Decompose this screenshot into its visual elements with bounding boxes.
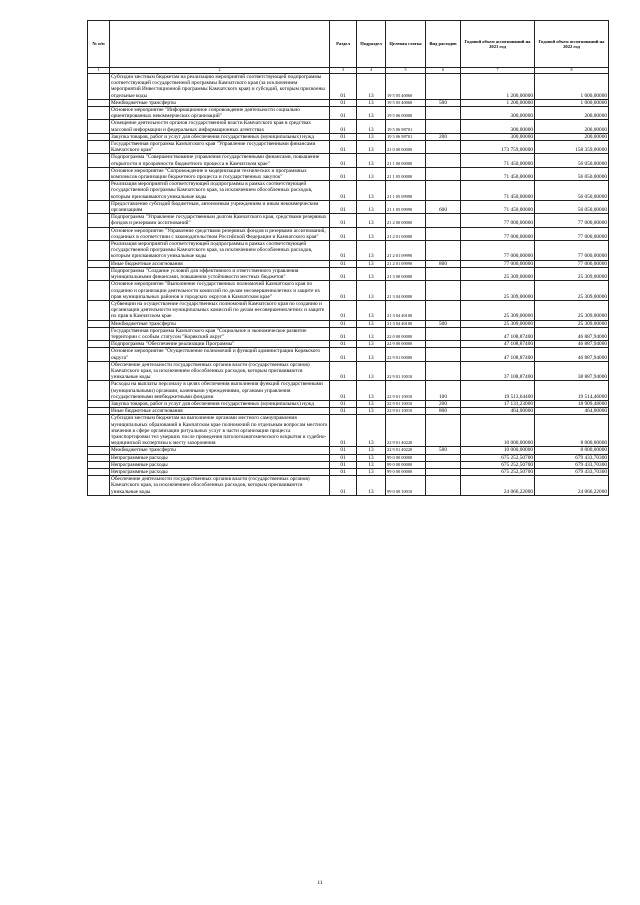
row-2021-cell: 300,00000: [461, 107, 535, 120]
row-expense-type-cell: [426, 181, 461, 201]
row-name-cell: Подпрограмма "Совершенствование управления государственными финансами, повышение открытости и прозрачности бюджетного процесса в Камчатском крае": [110, 154, 330, 167]
row-target-article-cell: 22 9 01 10010: [386, 381, 426, 401]
row-podrazdel-cell: 13: [357, 361, 386, 381]
row-number-cell: [88, 320, 110, 327]
row-razdel-cell: 01: [330, 454, 357, 461]
row-razdel-cell: 01: [330, 133, 357, 140]
row-2022-cell: 1 000,00000: [535, 74, 609, 100]
row-number-cell: [88, 214, 110, 227]
row-podrazdel-cell: 13: [357, 461, 386, 468]
row-2022-cell: 56 050,00000: [535, 181, 609, 201]
row-2022-cell: 25 309,00000: [535, 281, 609, 301]
row-expense-type-cell: [426, 348, 461, 361]
table-row: [88, 167, 609, 180]
row-2022-cell: 24 066,22000: [535, 476, 609, 496]
row-expense-type-cell: 500: [426, 99, 461, 106]
row-razdel-cell: 01: [330, 461, 357, 468]
row-expense-type-cell: [426, 454, 461, 461]
row-name-cell: Подпрограмма "Обеспечение реализации Программы": [110, 341, 330, 348]
row-expense-type-cell: 100: [426, 381, 461, 401]
row-2022-cell: 77 000,00000: [535, 260, 609, 267]
table-row: [88, 361, 609, 381]
table-row: [88, 214, 609, 227]
row-target-article-cell: 19 5 05 40060: [386, 74, 426, 100]
row-podrazdel-cell: 13: [357, 476, 386, 496]
row-podrazdel-cell: 13: [357, 141, 386, 154]
row-target-article-cell: 21 3 04 00000: [386, 281, 426, 301]
row-podrazdel-cell: 13: [357, 348, 386, 361]
row-name-cell: Основное мероприятие "Управление средствами резервных фондов и резервами ассигнований, созданных в соответствии с законодательством Российской Федерации и Камчатского края": [110, 227, 330, 240]
row-podrazdel-cell: 13: [357, 267, 386, 280]
row-number-cell: [88, 381, 110, 401]
row-target-article-cell: 21 1 05 09990: [386, 181, 426, 201]
row-podrazdel-cell: 13: [357, 227, 386, 240]
col-number: 4: [357, 68, 386, 74]
row-2022-cell: 679 433,70300: [535, 461, 609, 468]
header-name: [110, 21, 330, 68]
row-number-cell: [88, 267, 110, 280]
row-expense-type-cell: [426, 415, 461, 447]
row-target-article-cell: 99 0 00 00000: [386, 468, 426, 475]
row-number-cell: [88, 454, 110, 461]
row-razdel-cell: 01: [330, 99, 357, 106]
table-row: [88, 260, 609, 267]
col-number: 7: [461, 68, 535, 74]
row-name-cell: Непрограммные расходы: [110, 468, 330, 475]
row-podrazdel-cell: 13: [357, 260, 386, 267]
row-razdel-cell: 01: [330, 74, 357, 100]
row-name-cell: Межбюджетные трансферты: [110, 320, 330, 327]
row-2021-cell: 37 108,87400: [461, 361, 535, 381]
table-row: [88, 120, 609, 133]
row-number-cell: [88, 200, 110, 213]
row-razdel-cell: 01: [330, 200, 357, 213]
row-razdel-cell: 01: [330, 361, 357, 381]
row-number-cell: [88, 468, 110, 475]
row-expense-type-cell: [426, 74, 461, 100]
row-razdel-cell: 01: [330, 241, 357, 261]
row-name-cell: Предоставление субсидий бюджетным, автономным учреждениям и иным некоммерческим организациям: [110, 200, 330, 213]
row-target-article-cell: 21 2 01 09990: [386, 260, 426, 267]
row-expense-type-cell: 800: [426, 260, 461, 267]
row-razdel-cell: 01: [330, 320, 357, 327]
row-2022-cell: 464,00000: [535, 408, 609, 415]
row-number-cell: [88, 415, 110, 447]
row-expense-type-cell: [426, 227, 461, 240]
row-2021-cell: 19 513,64400: [461, 381, 535, 401]
table-row: [88, 476, 609, 496]
row-name-cell: Основное мероприятие "Выполнение государственных полномочий Камчатского края по созданию и организации деятельности комиссий по делам несовершеннолетних и защите их прав муниципальных районов и городских округов в Камчатском крае": [110, 281, 330, 301]
row-2022-cell: 56 050,00000: [535, 200, 609, 213]
table-row: [88, 461, 609, 468]
row-number-cell: [88, 300, 110, 320]
table-row: [88, 468, 609, 475]
row-target-article-cell: 99 0 00 00000: [386, 461, 426, 468]
row-expense-type-cell: 500: [426, 320, 461, 327]
row-2022-cell: 77 000,00000: [535, 227, 609, 240]
row-name-cell: Непрограммные расходы: [110, 454, 330, 461]
row-target-article-cell: 21 0 00 00000: [386, 141, 426, 154]
row-number-cell: [88, 99, 110, 106]
row-target-article-cell: 19 5 06 98701: [386, 133, 426, 140]
row-2022-cell: 77 000,00000: [535, 241, 609, 261]
row-razdel-cell: 01: [330, 120, 357, 133]
row-number-cell: [88, 461, 110, 468]
row-expense-type-cell: 200: [426, 133, 461, 140]
col-number: 2: [110, 68, 330, 74]
table-row: [88, 300, 609, 320]
table-row: [88, 154, 609, 167]
row-podrazdel-cell: 13: [357, 381, 386, 401]
row-2021-cell: 77 000,00000: [461, 227, 535, 240]
row-razdel-cell: 01: [330, 447, 357, 454]
row-name-cell: Непрограммные расходы: [110, 461, 330, 468]
table-row: [88, 267, 609, 280]
table-row: [88, 447, 609, 454]
row-number-cell: [88, 107, 110, 120]
row-number-cell: [88, 341, 110, 348]
row-2021-cell: 77 000,00000: [461, 214, 535, 227]
row-razdel-cell: 01: [330, 327, 357, 340]
table-row: [88, 327, 609, 340]
row-expense-type-cell: [426, 300, 461, 320]
row-2021-cell: 77 000,00000: [461, 241, 535, 261]
table-row: [88, 281, 609, 301]
row-2021-cell: 25 309,00000: [461, 320, 535, 327]
table-row: [88, 133, 609, 140]
row-target-article-cell: 21 3 04 40100: [386, 300, 426, 320]
row-target-article-cell: 21 2 01 09990: [386, 241, 426, 261]
row-2022-cell: 18 909,48000: [535, 400, 609, 407]
row-razdel-cell: 01: [330, 400, 357, 407]
row-target-article-cell: 19 5 06 98701: [386, 120, 426, 133]
row-podrazdel-cell: 13: [357, 214, 386, 227]
table-row: [88, 107, 609, 120]
row-2021-cell: 71 450,00000: [461, 154, 535, 167]
row-2022-cell: 46 887,94000: [535, 348, 609, 361]
row-name-cell: Основное мероприятие "Информационное сопровождение деятельности социально ориентированных некоммерческих организаций": [110, 107, 330, 120]
row-2021-cell: 1 200,00000: [461, 74, 535, 100]
row-2021-cell: 24 066,22000: [461, 476, 535, 496]
row-2021-cell: 71 450,00000: [461, 181, 535, 201]
table-row: [88, 454, 609, 461]
row-2021-cell: 25 309,00000: [461, 267, 535, 280]
table-row: [88, 348, 609, 361]
row-name-cell: Обеспечение деятельности государственных органов власти (государственных органов) Камчатского края, за исключением обособленных расходов, которым присваиваются уникальные коды: [110, 361, 330, 381]
row-name-cell: Подпрограмма "Создание условий для эффективного и ответственного управления муниципальными финансами, повышения устойчивости местных бюджетов": [110, 267, 330, 280]
row-expense-type-cell: 600: [426, 200, 461, 213]
row-2022-cell: 25 309,00000: [535, 267, 609, 280]
header-year-2022: Годовой объем ассигнований на 2022 год: [535, 21, 609, 68]
row-name-cell: Реализация мероприятий соответствующей подпрограммы в рамках соответствующей государственной программы Камчатского края, за исключением обособленных расходов, которым присваиваются уникальные коды: [110, 241, 330, 261]
row-razdel-cell: 01: [330, 348, 357, 361]
row-expense-type-cell: [426, 281, 461, 301]
row-target-article-cell: 99 0 00 00000: [386, 454, 426, 461]
row-2021-cell: 10 000,00000: [461, 447, 535, 454]
row-number-cell: [88, 447, 110, 454]
row-2022-cell: 1 000,00000: [535, 99, 609, 106]
row-name-cell: Закупка товаров, работ и услуг для обеспечения государственных (муниципальных) нужд: [110, 133, 330, 140]
row-2022-cell: 19 514,46000: [535, 381, 609, 401]
row-name-cell: Иные бюджетные ассигнования: [110, 260, 330, 267]
row-target-article-cell: 21 3 00 00000: [386, 267, 426, 280]
row-2022-cell: 56 050,00000: [535, 154, 609, 167]
row-podrazdel-cell: 13: [357, 468, 386, 475]
row-2021-cell: 173 759,00000: [461, 141, 535, 154]
table-row: [88, 400, 609, 407]
row-razdel-cell: 01: [330, 415, 357, 447]
row-podrazdel-cell: 13: [357, 341, 386, 348]
row-target-article-cell: 21 3 04 40100: [386, 320, 426, 327]
header-expense-type: Вид расходов: [426, 21, 461, 68]
col-number: 3: [330, 68, 357, 74]
table-row: [88, 341, 609, 348]
row-2022-cell: 158 359,00000: [535, 141, 609, 154]
row-2021-cell: 17 131,23000: [461, 400, 535, 407]
row-target-article-cell: 21 2 00 00000: [386, 214, 426, 227]
row-razdel-cell: 01: [330, 281, 357, 301]
row-2022-cell: 38 887,94000: [535, 361, 609, 381]
row-target-article-cell: 19 5 06 00000: [386, 107, 426, 120]
header-year-2021: Годовой объем ассигнований на 2021 год: [461, 21, 535, 68]
row-2022-cell: 56 050,00000: [535, 167, 609, 180]
row-name-cell: Подпрограмма "Управление государственным долгом Камчатского края, средствами резервных фондов и резервами ассигнований": [110, 214, 330, 227]
row-2021-cell: 47 108,87400: [461, 341, 535, 348]
row-2022-cell: 200,00000: [535, 107, 609, 120]
row-target-article-cell: 22 9 01 10010: [386, 408, 426, 415]
row-podrazdel-cell: 13: [357, 133, 386, 140]
row-target-article-cell: 21 1 00 00000: [386, 154, 426, 167]
row-razdel-cell: 01: [330, 468, 357, 475]
row-name-cell: Межбюджетные трансферты: [110, 99, 330, 106]
row-razdel-cell: 01: [330, 214, 357, 227]
row-name-cell: Субсидии местным бюджетам на реализацию мероприятий соответствующей подпрограммы соответствующей государственной программы Камчатского края (за исключением мероприятий Инвестиционной программы Камчатского края) и субсидий, которым присвоены отдельные коды: [110, 74, 330, 100]
row-podrazdel-cell: 13: [357, 181, 386, 201]
row-2022-cell: 679 433,70300: [535, 454, 609, 461]
header-podrazdel: Подраздел: [357, 21, 386, 68]
row-2022-cell: 8 000,00000: [535, 415, 609, 447]
row-2021-cell: 675 252,50700: [461, 468, 535, 475]
row-expense-type-cell: [426, 107, 461, 120]
row-razdel-cell: 01: [330, 181, 357, 201]
row-target-article-cell: 22 9 01 40220: [386, 415, 426, 447]
row-expense-type-cell: [426, 327, 461, 340]
row-2021-cell: 47 108,87400: [461, 327, 535, 340]
row-number-cell: [88, 227, 110, 240]
row-2022-cell: 200,00000: [535, 133, 609, 140]
row-expense-type-cell: [426, 341, 461, 348]
col-number: 5: [386, 68, 426, 74]
header-razdel: Раздел: [330, 21, 357, 68]
row-expense-type-cell: [426, 167, 461, 180]
row-target-article-cell: 22 9 00 00000: [386, 341, 426, 348]
row-name-cell: Реализация мероприятий соответствующей подпрограммы в рамках соответствующей государственной программы Камчатского края, за исключением обособленных расходов, которым присваиваются уникальные коды: [110, 181, 330, 201]
row-2021-cell: 25 309,00000: [461, 281, 535, 301]
page-number: 11: [317, 880, 323, 886]
row-razdel-cell: 01: [330, 300, 357, 320]
row-razdel-cell: 01: [330, 167, 357, 180]
row-podrazdel-cell: 13: [357, 167, 386, 180]
row-podrazdel-cell: 13: [357, 400, 386, 407]
row-2022-cell: 679 433,70300: [535, 468, 609, 475]
row-razdel-cell: 01: [330, 107, 357, 120]
row-target-article-cell: 19 5 05 40060: [386, 99, 426, 106]
row-2022-cell: 200,00000: [535, 120, 609, 133]
row-2021-cell: 675 252,50700: [461, 461, 535, 468]
row-podrazdel-cell: 13: [357, 447, 386, 454]
row-podrazdel-cell: 13: [357, 107, 386, 120]
row-2022-cell: 25 309,00000: [535, 320, 609, 327]
row-expense-type-cell: 800: [426, 408, 461, 415]
row-2021-cell: 1 200,00000: [461, 99, 535, 106]
row-number-cell: [88, 154, 110, 167]
row-expense-type-cell: 500: [426, 447, 461, 454]
row-number-cell: [88, 476, 110, 496]
table-row: [88, 381, 609, 401]
table-row: [88, 415, 609, 447]
row-name-cell: Государственная программа Камчатского края "Социальное и экономическое развитие территории с особым статусом "Корякский округ": [110, 327, 330, 340]
row-podrazdel-cell: 13: [357, 99, 386, 106]
row-2022-cell: 46 887,94000: [535, 327, 609, 340]
row-razdel-cell: 01: [330, 381, 357, 401]
row-2021-cell: 300,00000: [461, 120, 535, 133]
row-target-article-cell: 21 1 05 09990: [386, 200, 426, 213]
header-num: № п/п: [88, 21, 110, 68]
col-number: 6: [426, 68, 461, 74]
row-podrazdel-cell: 13: [357, 154, 386, 167]
row-expense-type-cell: 200: [426, 400, 461, 407]
row-2022-cell: 25 309,00000: [535, 300, 609, 320]
row-name-cell: Субсидии местным бюджетам на выполнение органами местного самоуправления муниципальных образований в Камчатском крае полномочий по отдельным вопросам местного значения в сфере организации ритуальных услуг в части организации процесса транспортировки тел умерших после проведения патологоанатомического вскрытия и судебно-медицинской экспертизы к месту захоронения: [110, 415, 330, 447]
table-row: [88, 227, 609, 240]
row-target-article-cell: 22 9 01 10010: [386, 400, 426, 407]
row-expense-type-cell: [426, 461, 461, 468]
row-expense-type-cell: [426, 267, 461, 280]
row-razdel-cell: 01: [330, 154, 357, 167]
row-target-article-cell: 22 9 01 40220: [386, 447, 426, 454]
row-expense-type-cell: [426, 476, 461, 496]
budget-table: [87, 20, 609, 496]
row-razdel-cell: 01: [330, 341, 357, 348]
row-expense-type-cell: [426, 361, 461, 381]
row-2022-cell: 77 000,00000: [535, 214, 609, 227]
row-2021-cell: 675 252,50700: [461, 454, 535, 461]
row-2021-cell: 71 450,00000: [461, 200, 535, 213]
row-expense-type-cell: [426, 141, 461, 154]
row-number-cell: [88, 327, 110, 340]
row-expense-type-cell: [426, 120, 461, 133]
row-podrazdel-cell: 13: [357, 320, 386, 327]
header-row: [88, 21, 609, 68]
row-target-article-cell: 22 9 01 10010: [386, 361, 426, 381]
row-razdel-cell: 01: [330, 227, 357, 240]
table-row: [88, 181, 609, 201]
row-number-cell: [88, 241, 110, 261]
row-podrazdel-cell: 13: [357, 200, 386, 213]
row-2021-cell: 25 309,00000: [461, 300, 535, 320]
row-podrazdel-cell: 13: [357, 300, 386, 320]
row-target-article-cell: 22 0 00 00000: [386, 327, 426, 340]
row-2021-cell: 464,00000: [461, 408, 535, 415]
row-number-cell: [88, 361, 110, 381]
table-row: [88, 408, 609, 415]
row-name-cell: Обеспечение деятельности государственных органов власти (государственных органов) Камчатского края, за исключением обособленных расходов, которым присваиваются уникальные коды: [110, 476, 330, 496]
row-name-cell: Основное мероприятие "Осуществление полномочий и функций администрации Корякского округа": [110, 348, 330, 361]
row-target-article-cell: 22 9 01 00000: [386, 348, 426, 361]
row-target-article-cell: 99 0 00 10010: [386, 476, 426, 496]
row-podrazdel-cell: 13: [357, 74, 386, 100]
row-name-cell: Расходы на выплаты персоналу в целях обеспечения выполнения функций государственными (муниципальными) органами, казенными учреждениями, органами управления государственными внебюджетными фондами: [110, 381, 330, 401]
row-name-cell: Закупка товаров, работ и услуг для обеспечения государственных (муниципальных) нужд: [110, 400, 330, 407]
row-number-cell: [88, 133, 110, 140]
col-number: 8: [535, 68, 609, 74]
row-razdel-cell: 01: [330, 141, 357, 154]
header-target-article: Целевая статья: [386, 21, 426, 68]
row-podrazdel-cell: 13: [357, 454, 386, 461]
table-row: [88, 320, 609, 327]
row-number-cell: [88, 120, 110, 133]
row-podrazdel-cell: 13: [357, 327, 386, 340]
row-2022-cell: 46 887,94000: [535, 341, 609, 348]
row-razdel-cell: 01: [330, 260, 357, 267]
table-row: [88, 241, 609, 261]
row-number-cell: [88, 74, 110, 100]
row-number-cell: [88, 348, 110, 361]
row-number-cell: [88, 281, 110, 301]
table-row: [88, 141, 609, 154]
table-row: [88, 200, 609, 213]
row-podrazdel-cell: 13: [357, 408, 386, 415]
row-2021-cell: 300,00000: [461, 133, 535, 140]
row-number-cell: [88, 400, 110, 407]
row-name-cell: Основное мероприятие "Сопровождение и модернизация технических и программных комплексов организации бюджетного процесса и государственных закупок": [110, 167, 330, 180]
row-expense-type-cell: [426, 214, 461, 227]
row-podrazdel-cell: 13: [357, 281, 386, 301]
row-2021-cell: 10 000,00000: [461, 415, 535, 447]
row-podrazdel-cell: 13: [357, 120, 386, 133]
table-row: [88, 99, 609, 106]
row-name-cell: Иные бюджетные ассигнования: [110, 408, 330, 415]
row-name-cell: Межбюджетные трансферты: [110, 447, 330, 454]
row-expense-type-cell: [426, 154, 461, 167]
row-razdel-cell: 01: [330, 267, 357, 280]
row-podrazdel-cell: 13: [357, 415, 386, 447]
table-row: [88, 74, 609, 100]
row-target-article-cell: 21 2 01 00000: [386, 227, 426, 240]
row-name-cell: Государственная программа Камчатского края "Управление государственными финансами Камчатского края": [110, 141, 330, 154]
row-razdel-cell: 01: [330, 408, 357, 415]
row-expense-type-cell: [426, 241, 461, 261]
row-2022-cell: 8 000,00000: [535, 447, 609, 454]
row-name-cell: Субвенции на осуществление государственных полномочий Камчатского края по созданию и организации деятельности муниципальных комиссий по делам несовершеннолетних и защите их прав в Камчатском крае: [110, 300, 330, 320]
row-2021-cell: 71 450,00000: [461, 167, 535, 180]
row-number-cell: [88, 408, 110, 415]
row-expense-type-cell: [426, 468, 461, 475]
col-number: 1: [88, 68, 110, 74]
row-razdel-cell: 01: [330, 476, 357, 496]
row-number-cell: [88, 260, 110, 267]
row-2021-cell: 47 108,87400: [461, 348, 535, 361]
row-number-cell: [88, 167, 110, 180]
row-2021-cell: 77 000,00000: [461, 260, 535, 267]
row-number-cell: [88, 181, 110, 201]
row-podrazdel-cell: 13: [357, 241, 386, 261]
row-name-cell: Освещение деятельности органов государственной власти Камчатского края в средствах массовой информации и федеральных информационных агентствах: [110, 120, 330, 133]
row-number-cell: [88, 141, 110, 154]
row-target-article-cell: 21 1 05 00000: [386, 167, 426, 180]
